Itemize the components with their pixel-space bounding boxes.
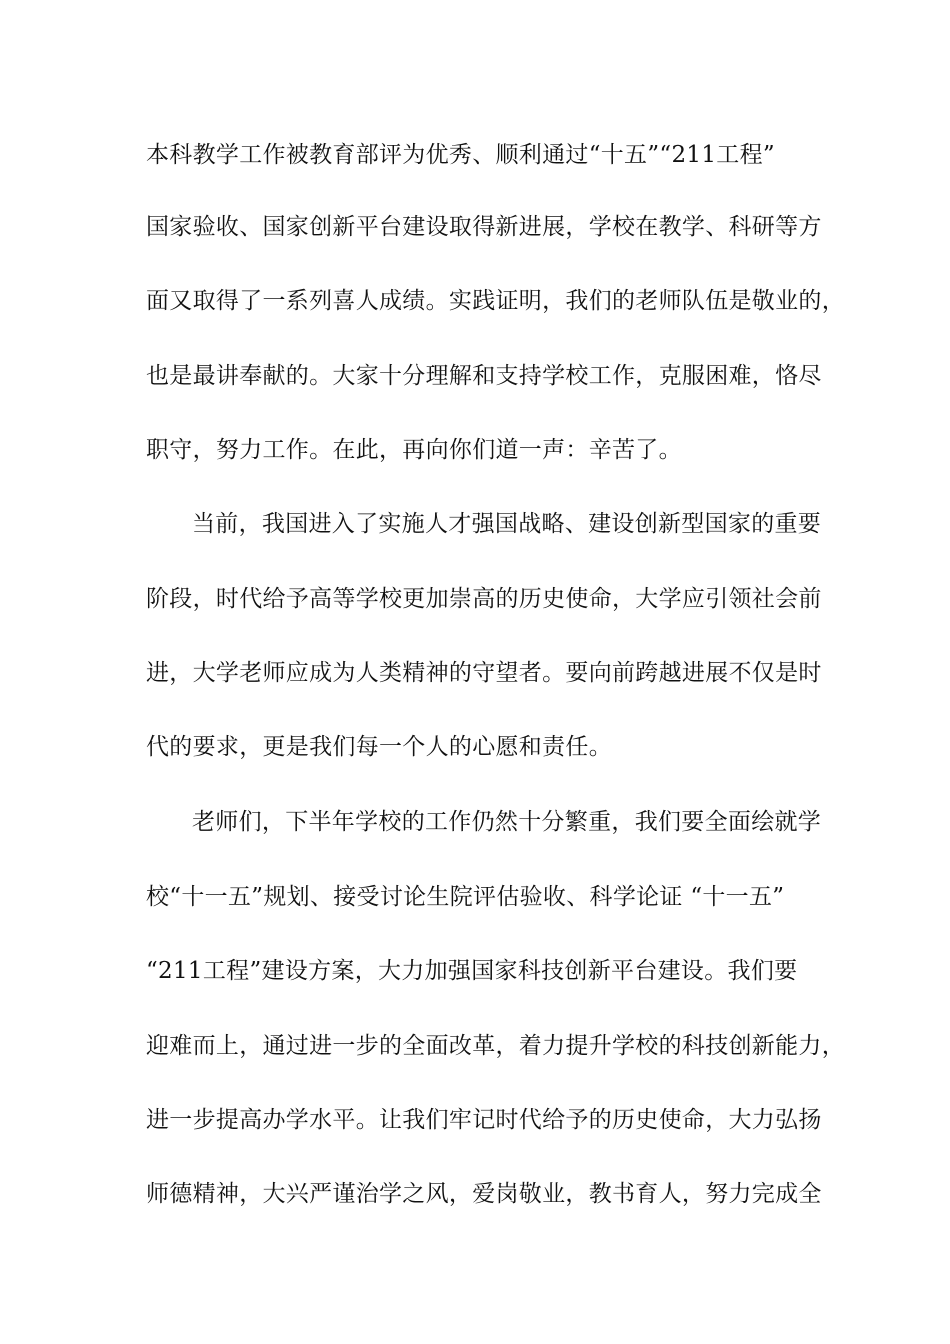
text-line: “211工程”建设方案，大力加强国家科技创新平台建设。我们要 <box>146 958 798 984</box>
text-line: 校“十一五”规划、接受讨论生院评估验收、科学论证 “十一五” <box>146 884 785 910</box>
text-line: 国家验收、国家创新平台建设取得新进展，学校在教学、科研等方 <box>146 214 822 240</box>
text-line: 迎难而上，通过进一步的全面改革，着力提升学校的科技创新能力， <box>146 1033 845 1059</box>
paragraph-first-line: 当前，我国进入了实施人才强国战略、建设创新型国家的重要 <box>192 511 822 537</box>
text-line: 进，大学老师应成为人类精神的守望者。要向前跨越进展不仅是时 <box>146 660 822 686</box>
text-line: 阶段，时代给予高等学校更加崇高的历史使命，大学应引领社会前 <box>146 586 822 612</box>
text-line: 代的要求，更是我们每一个人的心愿和责任。 <box>146 734 612 760</box>
paragraph-first-line: 老师们，下半年学校的工作仍然十分繁重，我们要全面绘就学 <box>192 809 822 835</box>
text-line: 职守，努力工作。在此，再向你们道一声：辛苦了。 <box>146 437 682 463</box>
text-line: 本科教学工作被教育部评为优秀、顺利通过“十五”“211工程” <box>146 142 775 168</box>
text-line: 进一步提高办学水平。让我们牢记时代给予的历史使命，大力弘扬 <box>146 1107 822 1133</box>
text-line: 面又取得了一系列喜人成绩。实践证明，我们的老师队伍是敬业的， <box>146 288 845 314</box>
text-line: 也是最讲奉献的。大家十分理解和支持学校工作，克服困难，恪尽 <box>146 363 822 389</box>
text-line: 师德精神，大兴严谨治学之风，爱岗敬业，教书育人，努力完成全 <box>146 1181 822 1207</box>
